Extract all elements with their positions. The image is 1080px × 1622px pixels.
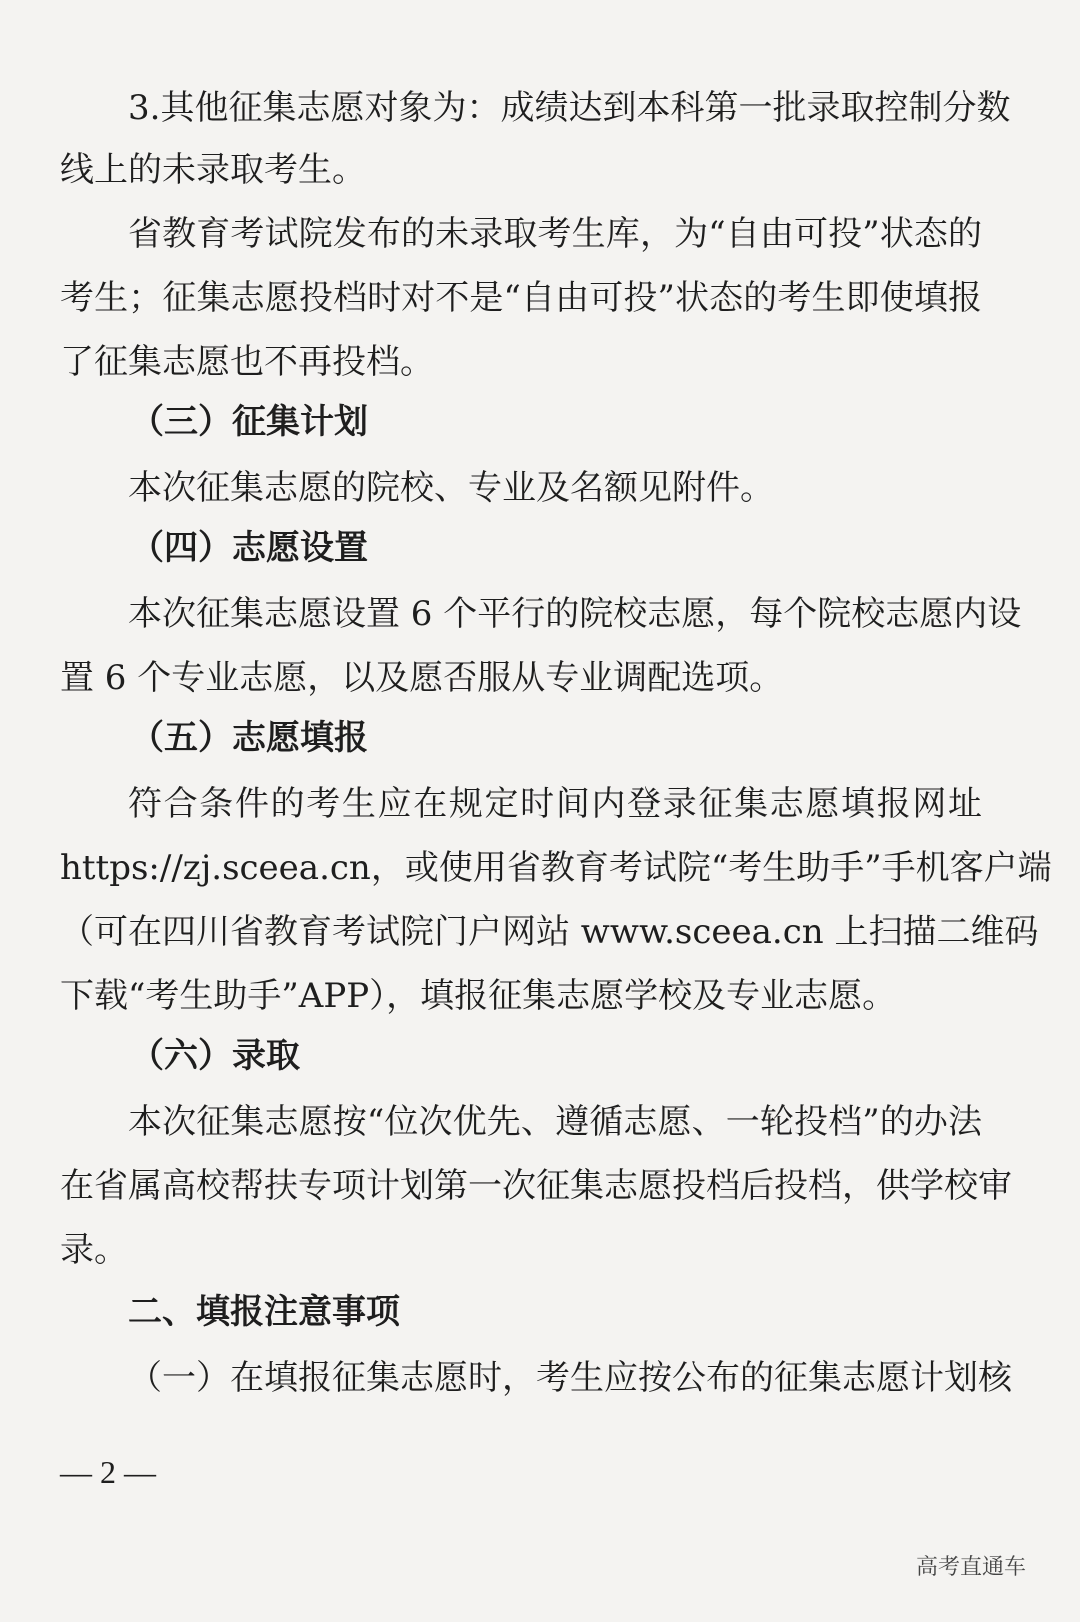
paragraph-line: 在省属高校帮扶专项计划第一次征集志愿投档后投档，供学校审 <box>60 1166 1012 1206</box>
paragraph-line: 本次征集志愿设置 6 个平行的院校志愿，每个院校志愿内设 <box>128 594 1022 634</box>
paragraph-line: 置 6 个专业志愿，以及愿否服从专业调配选项。 <box>60 658 784 698</box>
paragraph-line: 录。 <box>60 1230 128 1270</box>
paragraph-line: 下载“考生助手”APP），填报征集志愿学校及专业志愿。 <box>60 976 897 1016</box>
paragraph-line: 了征集志愿也不再投档。 <box>60 342 434 382</box>
paragraph-line: （一）在填报征集志愿时，考生应按公布的征集志愿计划核 <box>128 1358 1012 1398</box>
paragraph-line: （可在四川省教育考试院门户网站 www.sceea.cn 上扫描二维码 <box>60 912 1039 952</box>
source-watermark: 高考直通车 <box>915 1555 1026 1580</box>
paragraph-line: 本次征集志愿的院校、专业及名额见附件。 <box>128 468 774 508</box>
section-heading: 二、填报注意事项 <box>128 1292 400 1332</box>
paragraph-line: 3.其他征集志愿对象为：成绩达到本科第一批录取控制分数 <box>128 88 1011 128</box>
section-heading: （四）志愿设置 <box>130 528 368 568</box>
paragraph-line: https://zj.sceea.cn，或使用省教育考试院“考生助手”手机客户端 <box>60 848 1052 888</box>
paragraph-line: 考生；征集志愿投档时对不是“自由可投”状态的考生即使填报 <box>60 278 982 318</box>
paragraph-line: 省教育考试院发布的未录取考生库，为“自由可投”状态的 <box>128 214 982 254</box>
paragraph-line: 符合条件的考生应在规定时间内登录征集志愿填报网址 <box>128 784 982 824</box>
page-number: — 2 — <box>60 1454 156 1490</box>
paragraph-line: 本次征集志愿按“位次优先、遵循志愿、一轮投档”的办法 <box>128 1102 982 1142</box>
section-heading: （五）志愿填报 <box>130 718 368 758</box>
paragraph-line: 线上的未录取考生。 <box>60 150 366 190</box>
section-heading: （三）征集计划 <box>130 402 368 442</box>
section-heading: （六）录取 <box>130 1036 300 1076</box>
